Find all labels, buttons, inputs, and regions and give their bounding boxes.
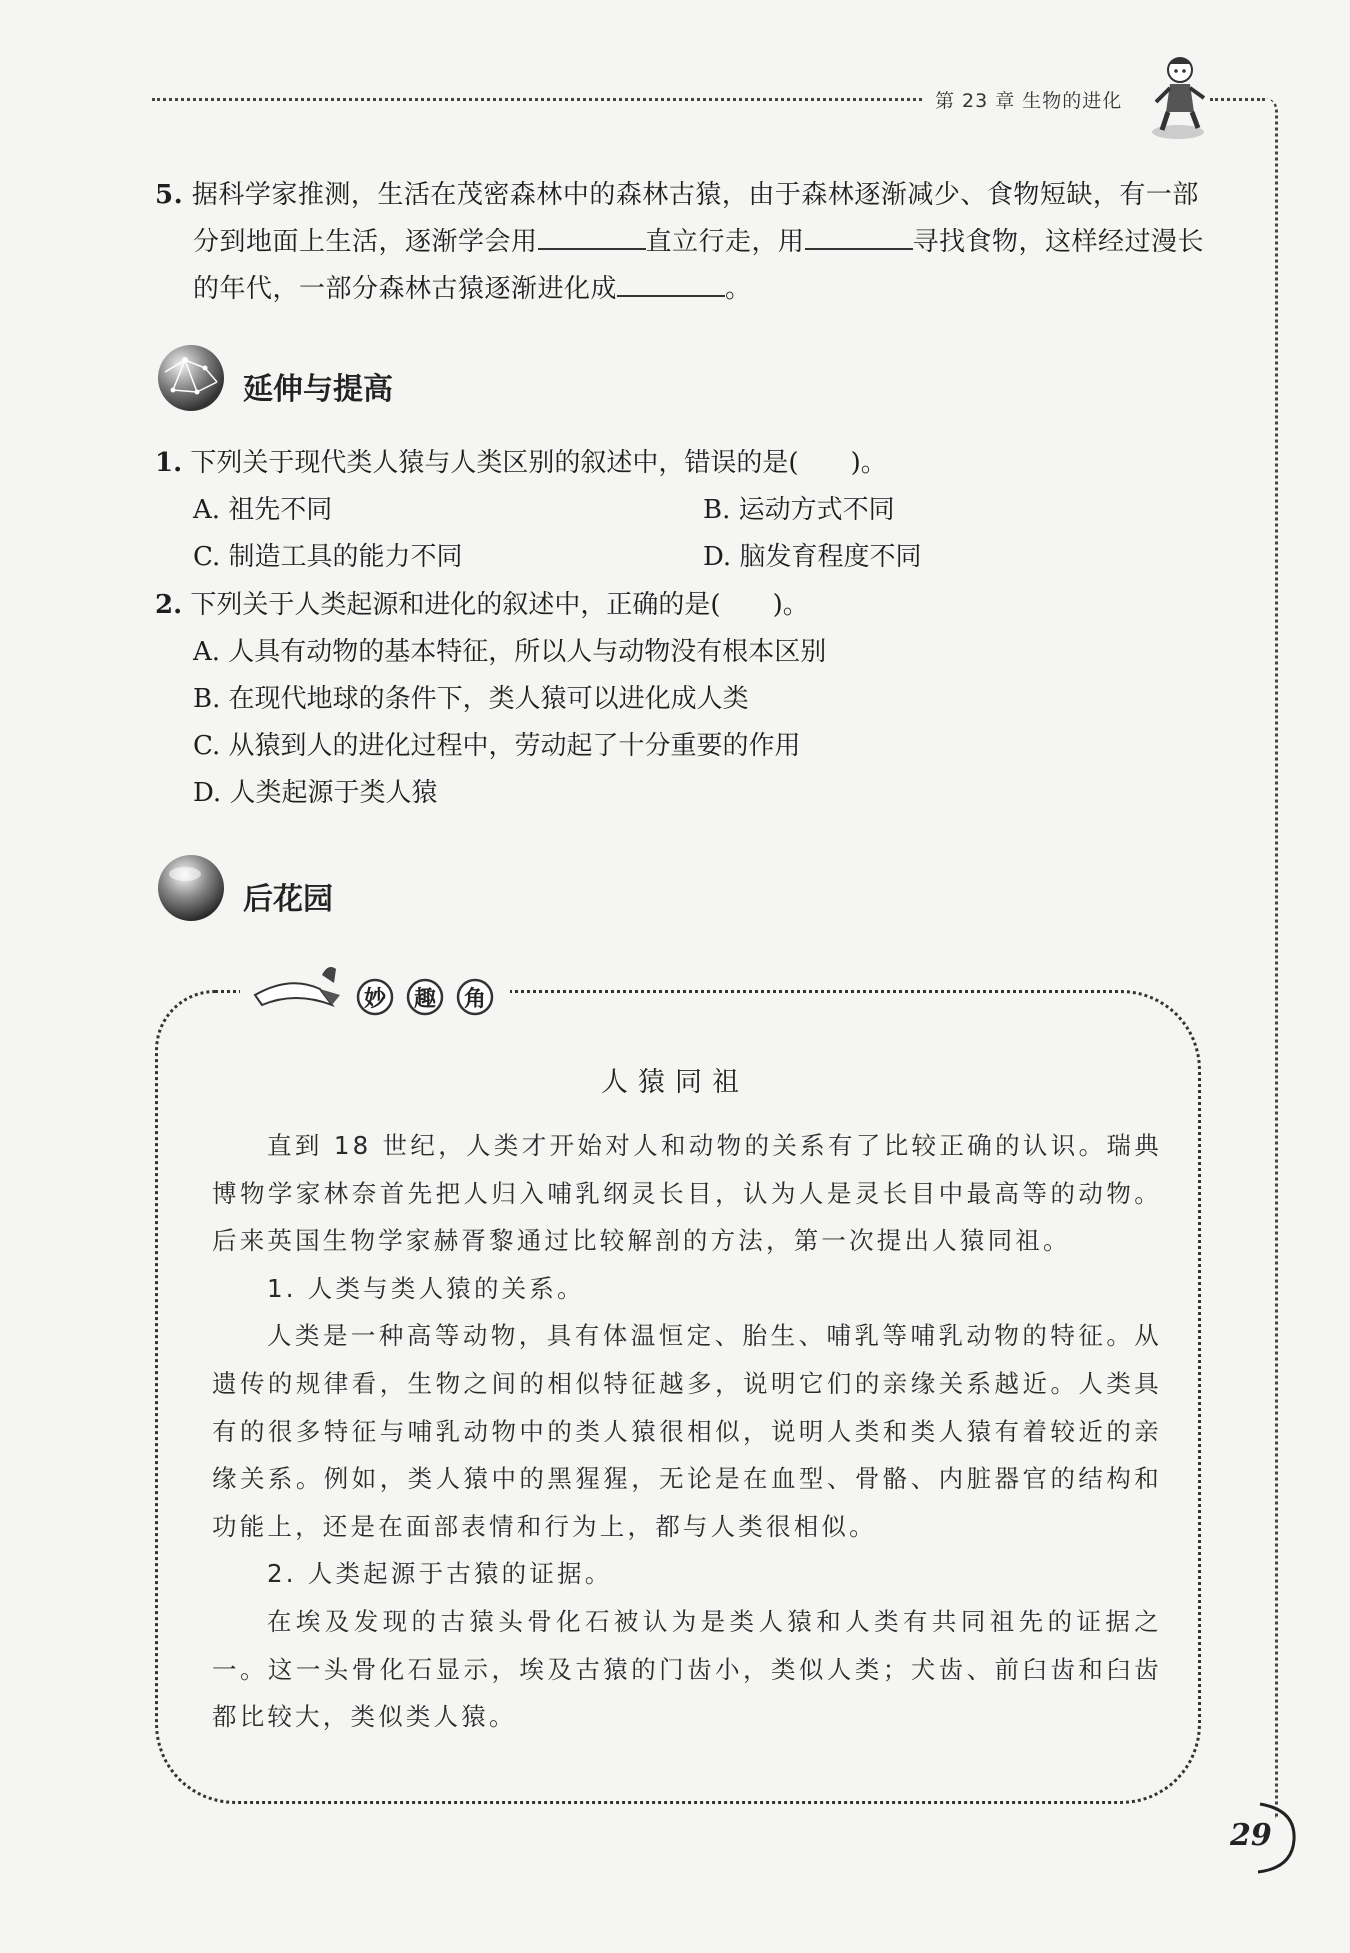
article-paragraph: 直到 18 世纪，人类才开始对人和动物的关系有了比较正确的认识。瑞典博物学家林奈首先把人归入哺乳纲灵长目，认为人是灵长目中最高等的动物。后来英国生物学家赫胥黎通过比较解剖的方法，第一次提出人猿同祖。 [212, 1131, 1162, 1256]
article-subheading: 1. 人类与类人猿的关系。 [267, 1273, 585, 1303]
badge-char-1: 妙 [363, 987, 387, 1012]
sphere-icon [155, 852, 227, 924]
question-text: 下列关于人类起源和进化的叙述中，正确的是( )。 [190, 590, 809, 620]
article-title: 人猿同祖 [601, 1067, 749, 1098]
options-row [155, 487, 1215, 534]
question-number: 2. [155, 590, 183, 620]
badge-char-3: 角 [463, 987, 487, 1012]
option-b[interactable]: B. 运动方式不同 [703, 495, 895, 525]
question-text: 。 [725, 274, 752, 304]
answer-blank-1[interactable] [538, 220, 646, 250]
option-a[interactable]: A. 祖先不同 [193, 495, 333, 525]
section-garden-header [155, 852, 455, 932]
question-5 [155, 172, 1215, 313]
question-text: 下列关于现代类人猿与人类区别的叙述中，错误的是( )。 [190, 448, 887, 478]
mascot-icon [1148, 52, 1210, 142]
article-paragraph: 人类是一种高等动物，具有体温恒定、胎生、哺乳等哺乳动物的特征。从遗传的规律看，生物之间的相似特征越多，说明它们的亲缘关系越近。人类具有的很多特征与哺乳动物中的类人猿很相似，说明人类和类人猿有着较近的亲缘关系。例如，类人猿中的黑猩猩，无论是在血型、骨骼、内脏器官的结构和功能上，还是在面部表情和行为上，都与人类很相似。 [212, 1321, 1162, 1541]
answer-blank-2[interactable] [805, 220, 913, 250]
question-mc-1 [155, 440, 1215, 581]
article-body [212, 1122, 1162, 1741]
options-row [155, 534, 1215, 581]
question-5-line3 [155, 266, 1215, 313]
question-number: 5. [155, 180, 184, 210]
question-stem [155, 440, 1215, 487]
globe-icon [155, 342, 227, 414]
header-dotted-rule-right [1210, 98, 1265, 101]
option-d[interactable]: D. 脑发育程度不同 [703, 542, 922, 572]
badge-char-2: 趣 [413, 987, 437, 1012]
option-d[interactable]: D. 人类起源于类人猿 [193, 778, 438, 808]
option-c[interactable]: C. 从猿到人的进化过程中，劳动起了十分重要的作用 [193, 731, 801, 761]
question-number: 1. [155, 448, 183, 478]
question-text: 寻找食物，这样经过漫长 [912, 227, 1205, 257]
article-paragraph: 在埃及发现的古猿头骨化石被认为是类人猿和人类有共同祖先的证据之一。这一头骨化石显示，埃及古猿的门齿小，类似人类；犬齿、前臼齿和臼齿都比较大，类似类人猿。 [212, 1606, 1162, 1732]
page-dotted-border [1265, 98, 1278, 1818]
question-text: 直立行走，用 [645, 227, 805, 257]
option-b[interactable]: B. 在现代地球的条件下，类人猿可以进化成人类 [193, 684, 749, 714]
option-c[interactable]: C. 制造工具的能力不同 [193, 542, 463, 572]
header-dotted-rule [152, 98, 922, 101]
option-a[interactable]: A. 人具有动物的基本特征，所以人与动物没有根本区别 [193, 637, 827, 667]
section-title: 延伸与提高 [243, 372, 393, 407]
question-text: 的年代，一部分森林古猿逐渐进化成 [193, 274, 618, 304]
question-text: 据科学家推测，生活在茂密森林中的森林古猿，由于森林逐渐减少、食物短缺，有一部 [191, 180, 1199, 210]
question-text: 分到地面上生活，逐渐学会用 [193, 227, 538, 257]
section-title: 后花园 [243, 882, 333, 917]
question-5-line2 [155, 219, 1215, 266]
question-stem [155, 582, 1215, 629]
fun-corner-badge [250, 955, 510, 1025]
page-number: 29 [1230, 1818, 1272, 1853]
chapter-header: 第 23 章 生物的进化 [935, 90, 1123, 112]
question-5-line1 [155, 172, 1215, 219]
section-extend-header [155, 342, 555, 422]
article-subheading: 2. 人类起源于古猿的证据。 [267, 1559, 613, 1589]
question-mc-2 [155, 582, 1215, 817]
answer-blank-3[interactable] [617, 267, 725, 297]
